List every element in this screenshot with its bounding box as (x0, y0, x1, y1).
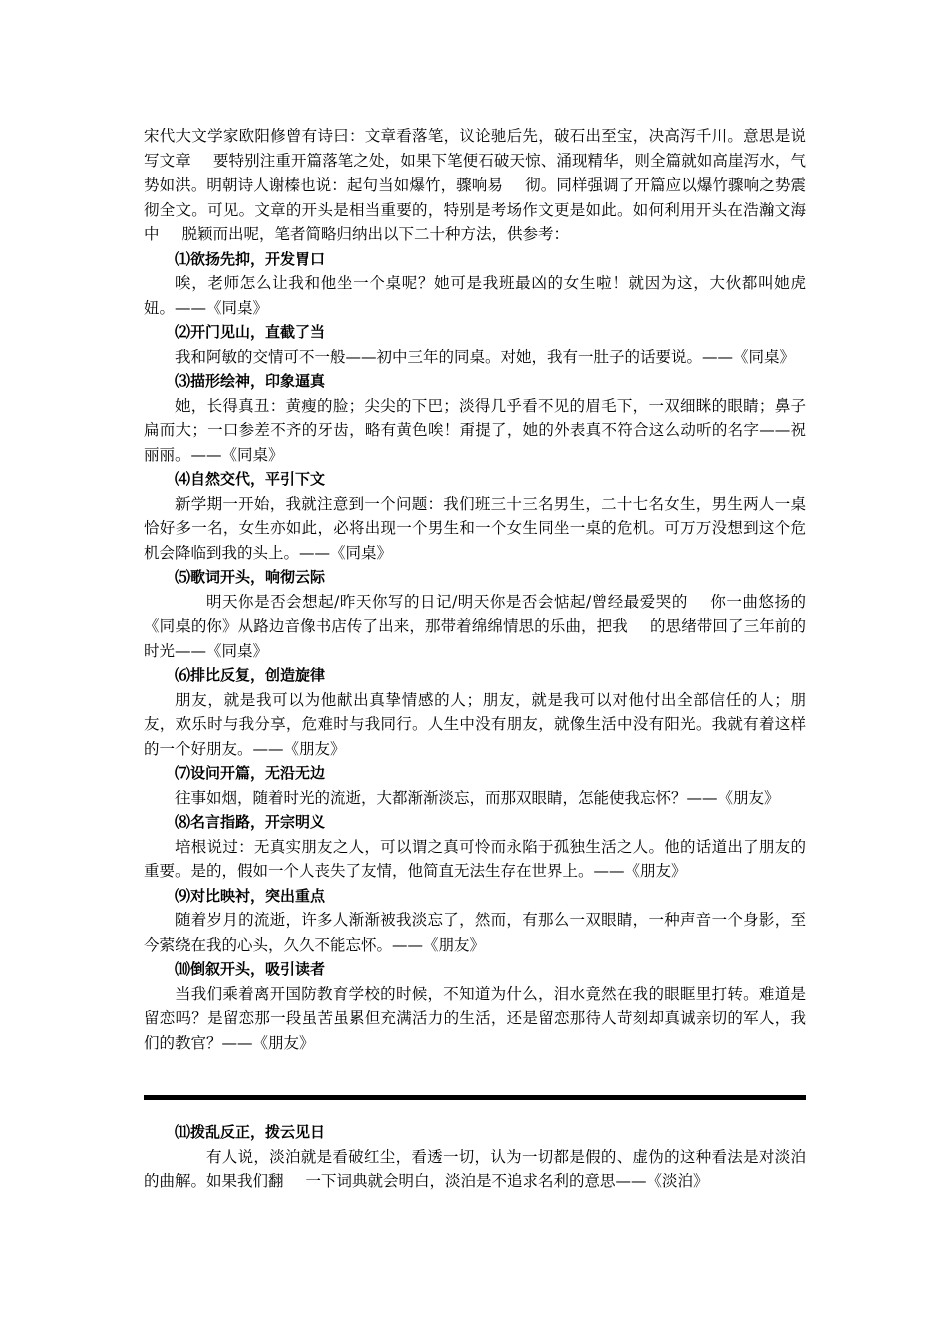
section-body: 随着岁月的流逝，许多人渐渐被我淡忘了，然而，有那么一双眼睛，一种声音一个身影，至今萦绕在我的心头，久久不能忘怀。——《朋友》 (144, 911, 806, 954)
intro-text: 脱颖而出呢，笔者简略归纳出以下二十种方法，供参考： (181, 225, 570, 243)
body-text: 一下词典就会明白，淡泊是不追求名利的意思——《淡泊》 (305, 1172, 709, 1190)
section-body: 新学期一开始，我就注意到一个问题：我们班三十三名男生，二十七名女生，男生两人一桌恰好多一名，女生亦如此，必将出现一个男生和一个女生同坐一桌的危机。可万万没想到这个危机会降临到我的头上。——《同桌》 (144, 494, 806, 562)
section-body: 朋友，就是我可以为他献出真挚情感的人；朋友，就是我可以对他付出全部信任的人；朋友，欢乐时与我分享，危难时与我同行。人生中没有朋友，就像生活中没有阳光。我就有着这样的一个好朋友。——《朋友》 (144, 690, 806, 758)
section-heading: ⑼对比映衬，突出重点 (175, 886, 326, 905)
section-body: 她，长得真丑：黄瘦的脸；尖尖的下巴；淡得几乎看不见的眉毛下，一双细眯的眼睛；鼻子扁而大；一口参差不齐的牙齿，略有黄色唉！甭提了，她的外表真不符合这么动听的名字——祝丽丽。——《同桌》 (144, 396, 806, 464)
section-body (144, 1145, 806, 1194)
main-text-block (144, 124, 806, 1055)
section-heading: ⑶描形绘神，印象逼真 (175, 372, 326, 390)
section-body: 往事如烟，随着时光的流逝，大都渐渐淡忘，而那双眼睛，怎能使我忘怀？——《朋友》 (175, 788, 780, 807)
section-heading: ⑺设问开篇，无沿无边 (175, 764, 326, 782)
intro-paragraph (144, 124, 806, 247)
body-text: 有人说，淡泊就是看破红尘，看透一切，认为一切都是假的、虚伪的这种看法是对淡泊的曲解。如果我们翻 (144, 1147, 806, 1190)
section-body (144, 590, 806, 664)
intro-text: 彻。同样强调了开篇应以爆竹骤响之势震彻全文。可见。文章的开头是相当重要的，特别是考场作文更是如此。如何利用开头在浩瀚文海中 (144, 176, 806, 243)
section-heading: ⑻名言指路，开宗明义 (175, 813, 326, 831)
section-heading: ⑽倒叙开头，吸引读者 (175, 960, 326, 978)
section-body: 当我们乘着离开国防教育学校的时候，不知道为什么，泪水竟然在我的眼眶里打转。难道是留恋吗？是留恋那一段虽苦虽累但充满活力的生活，还是留恋那待人苛刻却真诚亲切的军人，我们的教官？——《朋友》 (144, 984, 806, 1052)
section-heading: ⑸歌词开头，响彻云际 (175, 568, 326, 586)
intro-text: 要特别注重开篇落笔之处，如果下笔便石破天惊、涌现精华，则全篇就如高崖泻水，气势如洪。明朝诗人谢榛也说：起句当如爆竹，骤响易 (144, 151, 806, 194)
page-divider (144, 1095, 806, 1100)
section-heading: ⑴欲扬先抑，开发胃口 (175, 249, 326, 268)
next-page-text-block (144, 1120, 806, 1194)
section-heading: ⑹排比反复，创造旋律 (175, 666, 326, 684)
section-heading: ⑾拨乱反正，拨云见日 (175, 1123, 326, 1141)
lyric-text: 明天你是否会想起/昨天你写的日记/明天你是否会惦起/曾经最爱哭的 (206, 592, 688, 611)
section-body: 培根说过：无真实朋友之人，可以谓之真可怜而永陷于孤独生活之人。他的话道出了朋友的重要。是的，假如一个人丧失了友情，他简直无法生存在世界上。——《朋友》 (144, 837, 806, 880)
lyric-text: 你一曲悠扬的《同桌的你》从路边音像书店传了出来，那带着绵绵情思的乐曲，把我 (144, 592, 806, 635)
lyric-text: 的思绪带回了三年前的时光——《同桌》 (144, 617, 806, 660)
section-heading: ⑵开门见山，直截了当 (175, 323, 326, 341)
intro-text: 宋代大文学家欧阳修曾有诗曰：文章看落笔，议论驰后先，破石出至宝，决高泻千川。意思是说写文章 (144, 127, 806, 170)
section-heading: ⑷自然交代，平引下文 (175, 470, 326, 488)
section-body: 我和阿敏的交情可不一般——初中三年的同桌。对她，我有一肚子的话要说。——《同桌》 (175, 347, 796, 366)
section-body: 唉，老师怎么让我和他坐一个桌呢？她可是我班最凶的女生啦！就因为这，大伙都叫她虎妞。——《同桌》 (144, 274, 806, 317)
